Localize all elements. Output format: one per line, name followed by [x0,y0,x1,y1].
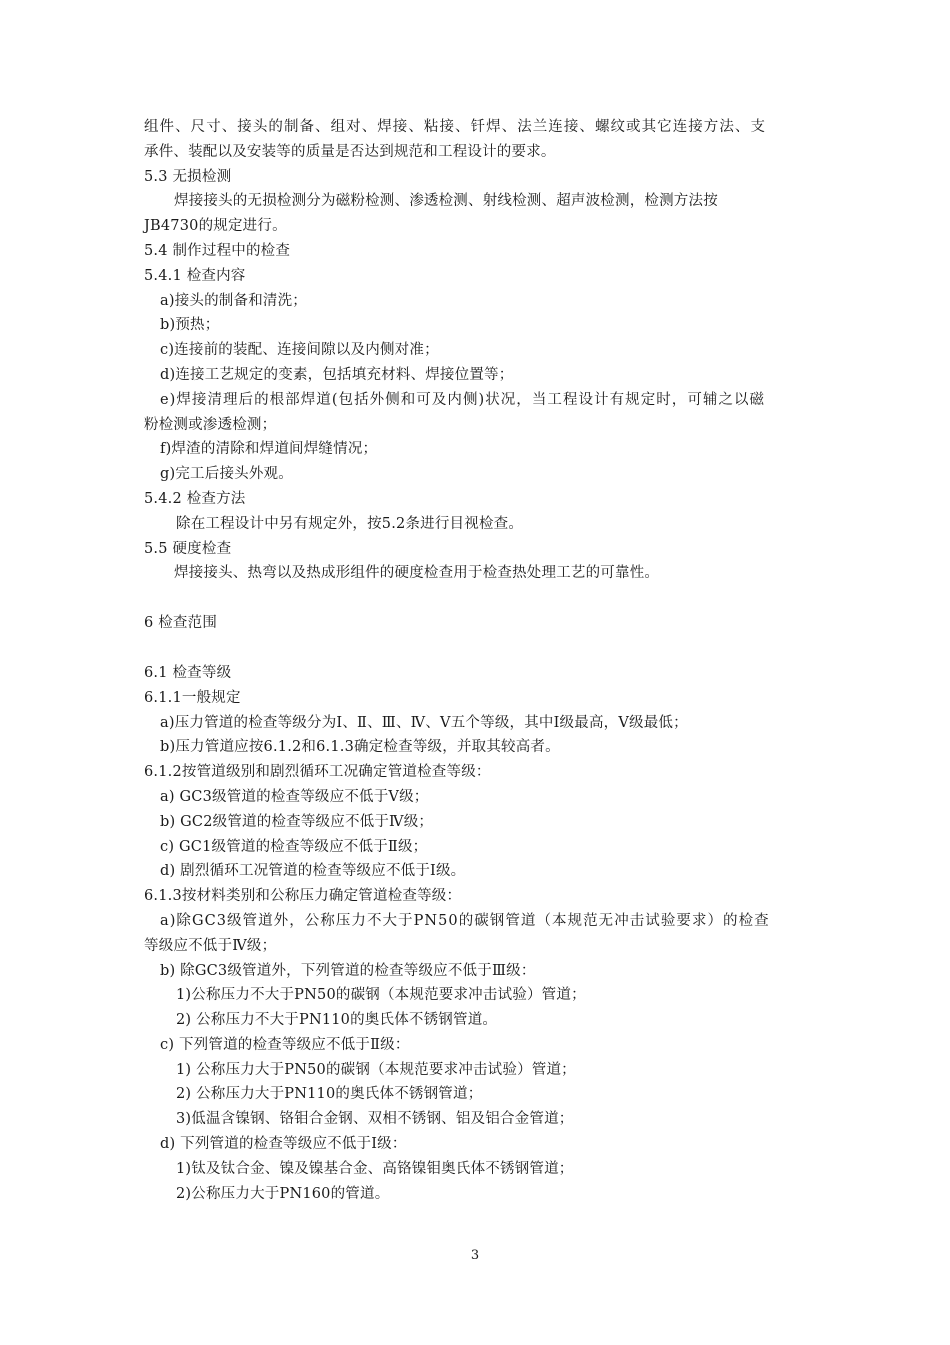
text-line: 6.1.1一般规定 [144,689,241,706]
text-line: 2) 公称压力不大于PN110的奥氏体不锈钢管道。 [176,1012,498,1029]
text-line: 承件、装配以及安装等的质量是否达到规范和工程设计的要求。 [144,143,556,160]
text-line: 2) 公称压力大于PN110的奥氏体不锈钢管道； [176,1086,483,1103]
text-line: a)除GC3级管道外，公称压力不大于PN50的碳钢管道（本规范无冲击试验要求）的检查 [160,912,770,929]
text-line: a)压力管道的检查等级分为Ⅰ、Ⅱ、Ⅲ、Ⅳ、Ⅴ五个等级，其中Ⅰ级最高，Ⅴ级最低； [160,714,688,731]
text-line: 3)低温含镍钢、铬钼合金钢、双相不锈钢、铝及铝合金管道； [176,1111,574,1128]
text-line: b) GC2级管道的检查等级应不低于Ⅳ级； [160,813,434,830]
blank-line [144,636,814,661]
text-line: 6.1.3按材料类别和公称压力确定管道检查等级： [144,888,462,905]
text-line: a)接头的制备和清洗； [160,292,308,309]
text-line: b) 除GC3级管道外，下列管道的检查等级应不低于Ⅲ级： [160,962,536,979]
text-line: c) GC1级管道的检查等级应不低于Ⅱ级； [160,838,428,855]
text-line: 粉检测或渗透检测； [144,416,277,433]
text-line: 组件、尺寸、接头的制备、组对、焊接、粘接、钎焊、法兰连接、螺纹或其它连接方法、支 [144,119,766,135]
text-line: 焊接接头的无损检测分为磁粉检测、渗透检测、射线检测、超声波检测，检测方法按 [174,193,718,210]
text-line: 5.3 无损检测 [144,168,232,185]
text-line: JB4730的规定进行。 [144,218,287,235]
text-line: 5.4 制作过程中的检查 [144,242,291,259]
text-line: 5.5 硬度检查 [144,540,232,557]
text-line: 5.4.2 检查方法 [144,490,246,507]
text-line: d) 下列管道的检查等级应不低于Ⅰ级： [160,1136,407,1153]
text-line: 5.4.1 检查内容 [144,267,246,284]
text-line: 1)钛及钛合金、镍及镍基合金、高铬镍钼奥氏体不锈钢管道； [176,1160,574,1177]
text-line: 6 检查范围 [144,615,218,632]
text-line: 1)公称压力不大于PN50的碳钢（本规范要求冲击试验）管道； [176,987,586,1004]
text-line: a) GC3级管道的检查等级应不低于Ⅴ级； [160,788,429,805]
text-line: c) 下列管道的检查等级应不低于Ⅱ级： [160,1036,410,1053]
text-line: 焊接接头、热弯以及热成形组件的硬度检查用于检查热处理工艺的可靠性。 [174,565,660,582]
text-line: 1) 公称压力大于PN50的碳钢（本规范要求冲击试验）管道； [176,1061,576,1078]
text-line: 等级应不低于Ⅳ级； [144,937,277,954]
blank-line [144,586,814,611]
text-line: d) 剧烈循环工况管道的检查等级应不低于Ⅰ级。 [160,863,466,880]
text-line: g)完工后接头外观。 [160,466,293,483]
text-line: d)连接工艺规定的变素，包括填充材料、焊接位置等； [160,366,514,383]
page-number: 3 [470,1248,480,1263]
text-line: 6.1 检查等级 [144,664,232,681]
text-line: 2)公称压力大于PN160的管道。 [176,1185,390,1202]
text-line: 除在工程设计中另有规定外，按5.2条进行目视检查。 [176,515,524,532]
text-line: b)压力管道应按6.1.2和6.1.3确定检查等级，并取其较高者。 [160,739,560,756]
document-body [144,115,814,1206]
text-line: f)焊渣的清除和焊道间焊缝情况； [160,441,378,458]
text-line: e)焊接清理后的根部焊道(包括外侧和可及内侧)状况，当工程设计有规定时，可辅之以磁 [160,391,766,408]
text-line: 6.1.2按管道级别和剧烈循环工况确定管道检查等级： [144,764,491,781]
text-line: c)连接前的装配、连接间隙以及内侧对准； [160,342,439,359]
text-line: b)预热； [160,317,220,334]
